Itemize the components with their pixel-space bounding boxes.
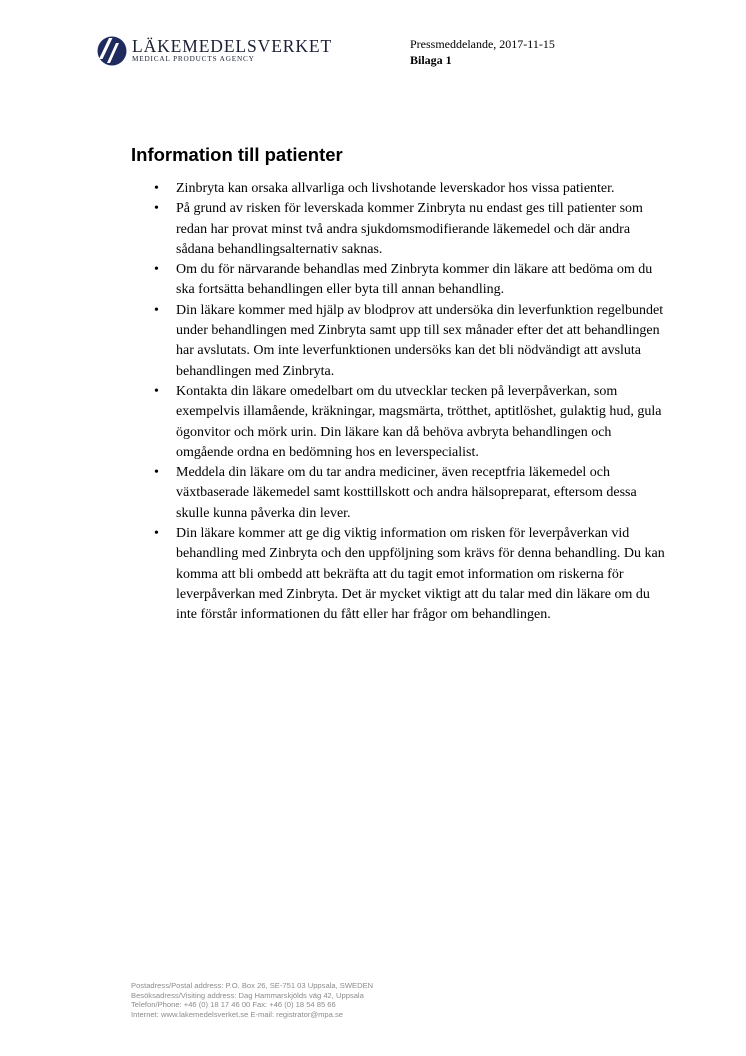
page-footer — [131, 981, 373, 1019]
list-item: • Om du för närvarande behandlas med Zinbryta kommer din läkare att bedöma om du ska fortsätta behandlingen eller byta till annan behandling. — [176, 260, 666, 301]
list-item: • Meddela din läkare om du tar andra mediciner, även receptfria läkemedel och växtbaserade läkemedel samt kosttillskott och andra hälsopreparat, eftersom dessa skulle kunna påverka din lever. — [176, 463, 666, 524]
agency-logo — [96, 34, 332, 68]
list-item: • Din läkare kommer med hjälp av blodprov att undersöka din leverfunktion regelbundet under behandlingen med Zinbryta samt upp till sex månader efter det att behandlingen har avslutats. Om inte leverfunktionen undersöks kan det bli nödvändigt att avsluta behandlingen med Zinbryta. — [176, 301, 666, 382]
press-release-date: Pressmeddelande, 2017-11-15 — [410, 37, 555, 51]
document-meta — [410, 36, 555, 68]
list-item: • Din läkare kommer att ge dig viktig information om risken för leverpåverkan vid behandling med Zinbryta och den uppföljning som krävs för denna behandling. Du kan komma att bli ombedd att bekräfta att du tagit emot information om riskerna för leverpåverkan med Zinbryta. Det är mycket viktigt att du talar med din läkare om du inte förstår informationen du fått eller har frågor om behandlingen. — [176, 524, 666, 625]
agency-subtitle: MEDICAL PRODUCTS AGENCY — [132, 55, 255, 63]
footer-postal-address: Postadress/Postal address: P.O. Box 26, SE-751 03 Uppsala, SWEDEN — [131, 981, 374, 990]
page-title: Information till patienter — [131, 144, 343, 165]
patient-info-list — [176, 179, 666, 626]
annex-label: Bilaga 1 — [410, 53, 452, 67]
footer-phone: Telefon/Phone: +46 (0) 18 17 46 00 Fax: +46 (0) 18 54 85 66 — [131, 1000, 336, 1009]
agency-name: LÄKEMEDELSVERKET — [132, 36, 333, 56]
footer-visiting-address: Besöksadress/Visiting address: Dag Hammarskjölds väg 42, Uppsala — [131, 990, 364, 1000]
agency-emblem-icon — [96, 34, 128, 68]
footer-internet: Internet: www.lakemedelsverket.se E-mail: registrator@mpa.se — [131, 1009, 343, 1019]
list-item: • Zinbryta kan orsaka allvarliga och livshotande leverskador hos vissa patienter. — [176, 179, 666, 199]
list-item: • Kontakta din läkare omedelbart om du utvecklar tecken på leverpåverkan, som exempelvis illamående, kräkningar, magsmärta, trötthet, aptitlöshet, gulaktig hud, gula ögonvitor och mörk urin. Din läkare kan då behöva avbryta behandlingen och omgående ordna en bedömning hos en leverspecialist. — [176, 382, 666, 463]
list-item: • På grund av risken för leverskada kommer Zinbryta nu endast ges till patienter som redan har provat minst två andra sjukdomsmodifierande läkemedel och där andra sådana behandlingsalternativ saknas. — [176, 199, 666, 260]
